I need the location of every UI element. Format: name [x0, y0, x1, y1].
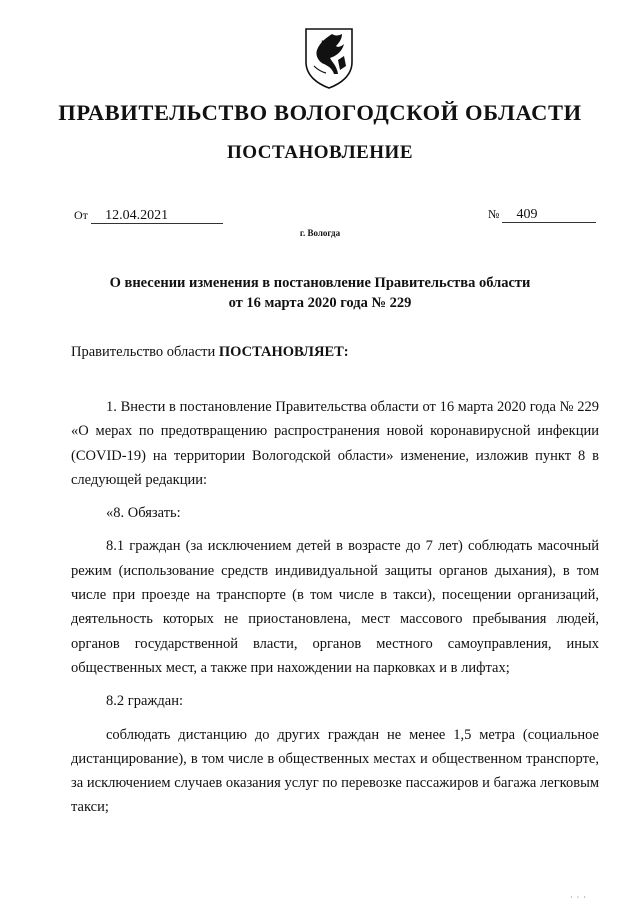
document-number [488, 207, 596, 223]
subject-line-2: от 16 марта 2020 года № 229 [228, 295, 412, 311]
city-label: г. Вологда [299, 228, 341, 238]
organization-title: ПРАВИТЕЛЬСТВО ВОЛОГОДСКОЙ ОБЛАСТИ [58, 100, 582, 125]
paragraph-5: соблюдать дистанцию до других граждан не менее 1,5 метра (социальное дистанцирование), в том числе в общественных местах и общественном транспорте, за исключением случаев оказания услуг по перевозке пассажиров и багажа легковым такси; [71, 726, 599, 816]
number-value: 409 [502, 207, 596, 223]
paragraph-4: 8.2 граждан: [106, 693, 184, 710]
paragraph-1: 1. Внести в постановление Правительства области от 16 марта 2020 года № 229 «О мерах по предотвращению распространения новой коронавирусной инфекции (COVID-19) на территории Вологодской области» изменение, изложив пункт 8 в следующей редакции: [71, 399, 599, 488]
number-prefix: № [488, 207, 500, 221]
document-body [71, 395, 599, 820]
document-date [74, 207, 223, 224]
coat-of-arms-emblem [302, 26, 356, 90]
paragraph-3: 8.1 граждан (за исключением детей в возрасте до 7 лет) соблюдать масочный режим (использование средств индивидуальной защиты органов дыхания), в том числе при проезде на транспорте (в том числе в такси), посещении организаций, деятельность которых не приостановлена, мест массового пребывания людей, органов государственной власти, органов местного самоуправления, иных общественных мест, а также при нахождении на парковках и в лифтах; [71, 538, 599, 676]
subject-line-1: О внесении изменения в постановление Правительства области [109, 275, 531, 291]
document-type: ПОСТАНОВЛЕНИЕ [226, 142, 414, 163]
paragraph-2: «8. Обязать: [106, 505, 181, 522]
document-subject [80, 273, 560, 313]
resolution-lead: Правительство области [71, 344, 219, 360]
date-prefix: От [74, 208, 88, 222]
coat-of-arms-icon [302, 26, 356, 90]
resolution-clause [71, 344, 349, 361]
date-value: 12.04.2021 [91, 208, 223, 224]
footer-marks: · · · [570, 893, 587, 902]
resolution-keyword: ПОСТАНОВЛЯЕТ: [218, 344, 349, 360]
